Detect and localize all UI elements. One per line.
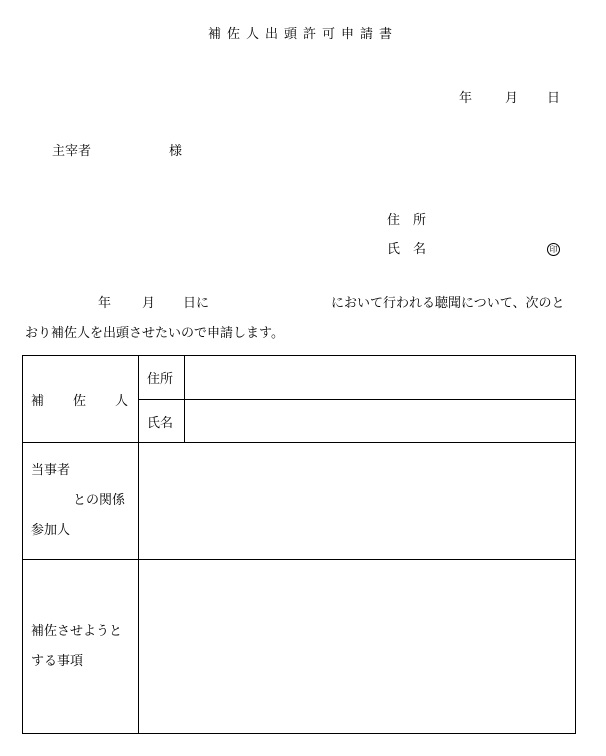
body-day: 日に bbox=[183, 296, 210, 311]
assistant-label-cell bbox=[23, 356, 139, 443]
relation-label-cell bbox=[23, 443, 139, 560]
matters-label-cell bbox=[23, 560, 139, 734]
application-table bbox=[22, 355, 576, 734]
applicant-address-label: 住 所 bbox=[387, 213, 427, 228]
applicant-name-label: 氏 名 bbox=[387, 242, 427, 257]
assistant-address-field[interactable] bbox=[185, 356, 576, 400]
body-line1-text: において行われる聴聞について、次のと bbox=[331, 296, 565, 311]
matters-label-line: する事項 bbox=[31, 653, 84, 669]
seal-icon: 印 bbox=[547, 243, 560, 256]
assistant-name-label: 氏名 bbox=[139, 400, 185, 443]
document-title: 補佐人出頭許可申請書 bbox=[207, 27, 398, 42]
matters-field[interactable] bbox=[139, 560, 576, 734]
addressee-honorific: 様 bbox=[169, 144, 183, 159]
addressee-role: 主宰者 bbox=[52, 144, 92, 159]
relation-label-line: との関係 bbox=[73, 493, 126, 508]
matters-label-line: 補佐させようと bbox=[31, 623, 123, 639]
assistant-label-char: 人 bbox=[114, 393, 128, 409]
assistant-name-field[interactable] bbox=[185, 400, 576, 443]
relation-field[interactable] bbox=[139, 443, 576, 560]
body-year: 年 bbox=[98, 296, 112, 311]
date-year-label: 年 bbox=[459, 91, 473, 106]
relation-label-line: 参加人 bbox=[31, 523, 71, 538]
relation-label-line: 当事者 bbox=[31, 463, 71, 478]
date-day-label: 日 bbox=[547, 91, 561, 106]
body-month: 月 bbox=[142, 296, 156, 311]
assistant-address-label: 住所 bbox=[139, 356, 185, 400]
body-line-2: おり補佐人を出頭させたいので申請します。 bbox=[25, 326, 284, 341]
assistant-label-char: 補 bbox=[31, 393, 45, 409]
date-month-label: 月 bbox=[505, 91, 519, 106]
assistant-label-char: 佐 bbox=[72, 393, 86, 409]
